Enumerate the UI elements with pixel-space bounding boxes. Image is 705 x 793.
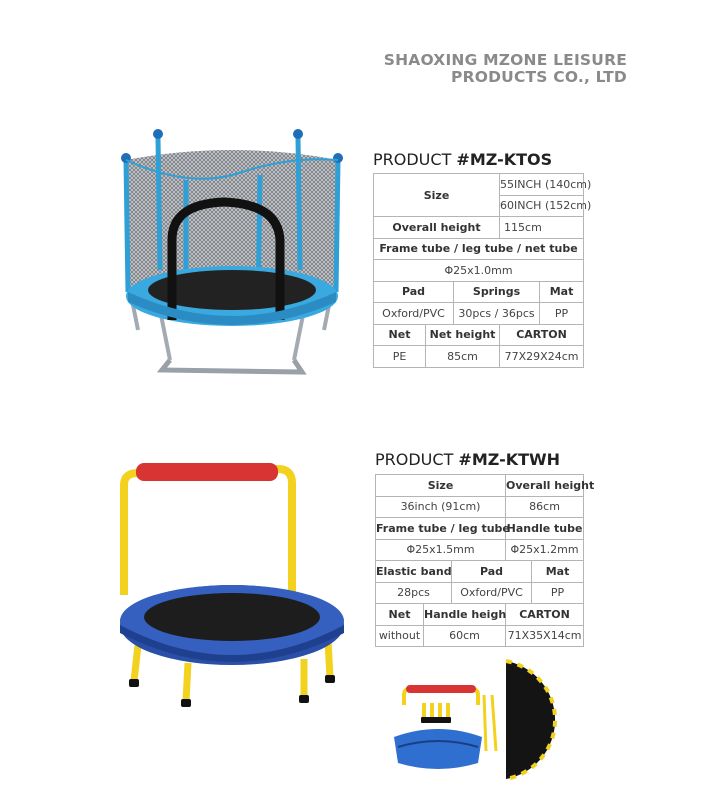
p2-elastic-label: Elastic band bbox=[376, 561, 452, 583]
p2-mat-label: Mat bbox=[532, 561, 584, 583]
trampoline-handle-image bbox=[108, 455, 348, 725]
product2-title: PRODUCT #MZ-KTWH bbox=[375, 450, 561, 469]
p2-frame-label: Frame tube / leg tube bbox=[376, 518, 506, 540]
p2-handle-height-value: 60cm bbox=[424, 625, 506, 647]
p2-size-value: 36inch (91cm) bbox=[376, 496, 506, 518]
trampoline-parts-image bbox=[388, 655, 588, 785]
p2-handle-tube-value: Φ25x1.2mm bbox=[506, 539, 584, 561]
product2-code: #MZ-KTWH bbox=[458, 450, 561, 469]
p1-size-label: Size bbox=[374, 174, 500, 217]
p2-handle-tube-label: Handle tube bbox=[506, 518, 584, 540]
p1-net-height-label: Net height bbox=[426, 324, 500, 346]
p1-springs-label: Springs bbox=[454, 281, 540, 303]
p1-mat-label: Mat bbox=[540, 281, 584, 303]
p1-tube-value: Φ25x1.0mm bbox=[374, 260, 584, 282]
p1-net-value: PE bbox=[374, 346, 426, 368]
product1-title: PRODUCT #MZ-KTOS bbox=[373, 150, 553, 169]
p2-size-label: Size bbox=[376, 475, 506, 497]
p1-springs-value: 30pcs / 36pcs bbox=[454, 303, 540, 325]
p2-handle-height-label: Handle heigh bbox=[424, 604, 506, 626]
company-name bbox=[384, 52, 627, 86]
p1-mat-value: PP bbox=[540, 303, 584, 325]
p2-net-value: without bbox=[376, 625, 424, 647]
company-name-line1: SHAOXING MZONE LEISURE bbox=[383, 51, 627, 69]
p2-overall-height-label: Overall height bbox=[506, 475, 584, 497]
p1-overall-height-label: Overall height bbox=[374, 217, 500, 239]
p2-pad-value: Oxford/PVC bbox=[452, 582, 532, 604]
p2-overall-height-value: 86cm bbox=[506, 496, 584, 518]
product1-code: #MZ-KTOS bbox=[456, 150, 553, 169]
p1-pad-label: Pad bbox=[374, 281, 454, 303]
p1-carton-label: CARTON bbox=[500, 324, 584, 346]
p2-carton-value: 71X35X14cm bbox=[506, 625, 584, 647]
p1-pad-value: Oxford/PVC bbox=[374, 303, 454, 325]
p2-mat-value: PP bbox=[532, 582, 584, 604]
p1-net-label: Net bbox=[374, 324, 426, 346]
p1-net-height-value: 85cm bbox=[426, 346, 500, 368]
product2-spec-table bbox=[375, 474, 595, 647]
p1-carton-value: 77X29X24cm bbox=[500, 346, 584, 368]
p2-net-label: Net bbox=[376, 604, 424, 626]
p1-tube-label: Frame tube / leg tube / net tube bbox=[374, 238, 584, 260]
p1-overall-height-value: 115cm bbox=[500, 217, 584, 239]
p2-carton-label: CARTON bbox=[506, 604, 584, 626]
p2-pad-label: Pad bbox=[452, 561, 532, 583]
p1-size-value-2: 60INCH (152cm) bbox=[500, 195, 584, 217]
p1-size-value-1: 55INCH (140cm) bbox=[500, 174, 584, 196]
p2-elastic-value: 28pcs bbox=[376, 582, 452, 604]
trampoline-enclosure-image bbox=[112, 120, 350, 382]
company-name-line2: PRODUCTS CO., LTD bbox=[451, 68, 627, 86]
p2-frame-value: Φ25x1.5mm bbox=[376, 539, 506, 561]
product1-spec-table bbox=[373, 173, 592, 368]
